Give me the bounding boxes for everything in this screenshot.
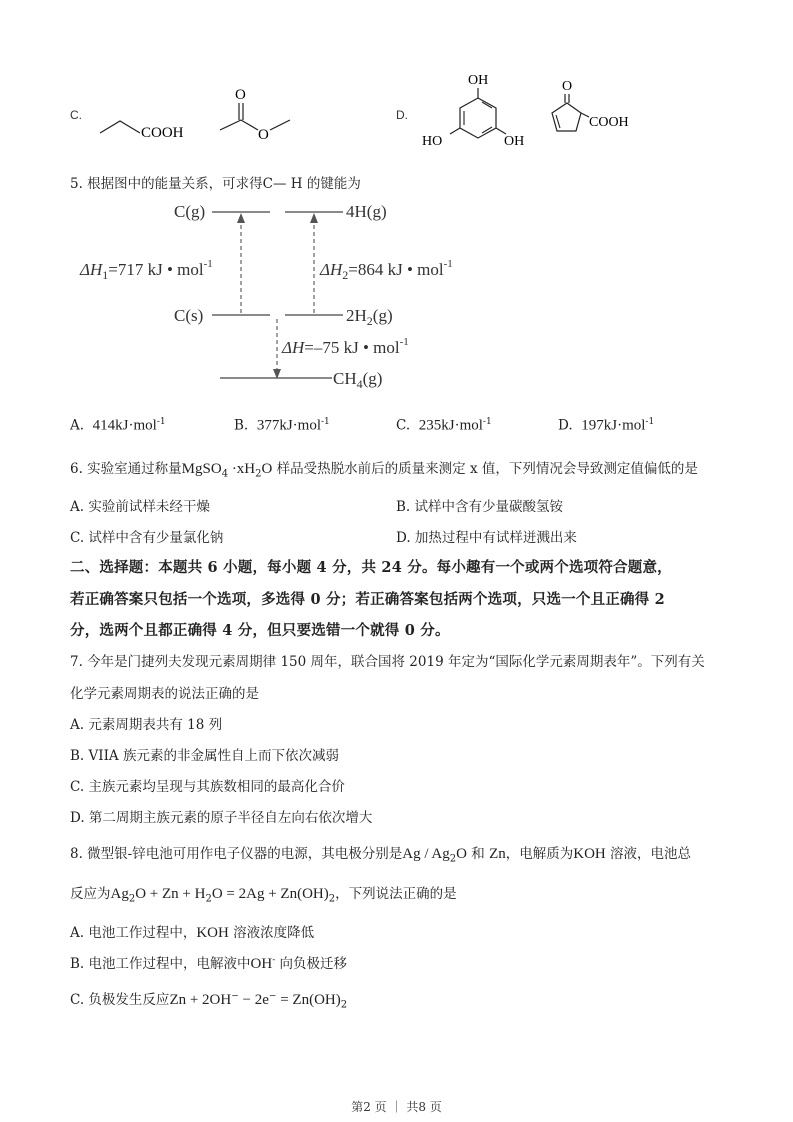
q5-option-c[interactable]: C. 235kJ·mol$^{-1}$ [396,417,492,434]
oh-right: OH [504,134,525,149]
q6-option-c[interactable]: C. 试样中含有少量氯化钠 [70,530,224,546]
h2-label: $2H_2(g)$ [346,306,393,328]
cooh-label: COOH [141,125,184,141]
dh2-label: $\Delta H_2=864$ kJ • mol$^{-1}$ [320,258,453,282]
phloroglucinol-structure [418,70,530,150]
methyl-acetate-structure [212,82,302,142]
propanoic-acid-structure [95,105,205,145]
dh-label: ΔH=–75 kJ • mol$^{-1}$ [282,336,409,357]
option-d-label: D. [396,108,408,122]
cs-label: C(s) [174,306,204,325]
section-2-line-3: 分，选两个且都正确得 4 分，但只要选错一个就得 0 分。 [70,622,450,639]
question-5-stem: 5. 根据图中的能量关系，可求得C— H 的键能为 [70,176,361,192]
q7-option-c[interactable]: C. 主族元素均呈现与其族数相同的最高化合价 [70,779,345,795]
ester-oxygen: O [258,127,269,142]
question-8-stem-1: 8. 微型银-锌电池可用作电子仪器的电源，其电极分别是Ag / $Ag_2O$ 和 Zn，电解质为KOH 溶液，电池总 [70,846,692,865]
question-7-stem-1: 7. 今年是门捷列夫发现元素周期律 150 周年，联合国将 2019 年定为“国际化学元素周期表年”。下列有关 [70,654,705,670]
q6-option-d[interactable]: D. 加热过程中有试样迸溅出来 [396,530,577,546]
oh-top: OH [468,73,489,88]
ho-left: HO [422,134,443,149]
q5-option-a[interactable]: A. 414kJ·mol$^{-1}$ [70,417,166,434]
oxocyclopentene-carboxylic-acid-structure [535,75,640,145]
ch4-label: $CH_4(g)$ [333,369,383,391]
cg-label: C(g) [174,202,206,221]
ketone-oxygen: O [562,79,573,94]
q7-option-d[interactable]: D. 第二周期主族元素的原子半径自左向右依次增大 [70,810,373,826]
q7-option-a[interactable]: A. 元素周期表共有 18 列 [70,717,223,733]
energy-level-diagram [70,195,490,395]
q8-option-b[interactable]: B. 电池工作过程中，电解液中OH- 向负极迁移 [70,955,348,972]
option-c-label: C. [70,108,82,122]
question-7-stem-2: 化学元素周期表的说法正确的是 [70,686,259,702]
dh1-label: $\Delta H_1=717$ kJ • mol$^{-1}$ [80,258,213,282]
page-footer: 第2 页 ｜ 共8 页 [351,1100,442,1114]
question-8-stem-2: 反应为$Ag_2O + Zn + H_2O = 2Ag + Zn(OH)_2$，下列说法正确的是 [70,886,457,905]
q8-option-a[interactable]: A. 电池工作过程中，KOH 溶液浓度降低 [70,925,315,941]
question-6-stem: 6. 实验室通过称量MgSO$_4$ $\cdot xH_2O$ 样品受热脱水前后的质量来测定 x 值，下列情况会导致测定值偏低的是 [70,461,698,480]
section-2-line-1: 二、选择题：本题共 6 小题，每小题 4 分，共 24 分。每小趣有一个或两个选项符合题意， [70,559,672,576]
carbonyl-oxygen: O [235,87,246,103]
q5-option-d[interactable]: D. 197kJ·mol$^{-1}$ [558,417,655,434]
h4-label: 4H(g) [346,202,387,221]
cooh-label-d: COOH [589,115,629,130]
q6-option-b[interactable]: B. 试样中含有少量碳酸氢铵 [396,499,564,515]
q6-option-a[interactable]: A. 实验前试样未经干燥 [70,499,210,515]
q7-option-b[interactable]: B. VIIA 族元素的非金属性自上而下依次减弱 [70,748,339,764]
section-2-line-2: 若正确答案只包括一个选项，多选得 0 分；若正确答案包括两个选项，只选一个且正确得 2 [70,591,665,608]
q8-option-c[interactable]: C. 负极发生反应$Zn + 2OH^- - 2e^- = Zn(OH)_2$ [70,991,348,1011]
q5-option-b[interactable]: B. 377kJ·mol$^{-1}$ [234,417,330,434]
